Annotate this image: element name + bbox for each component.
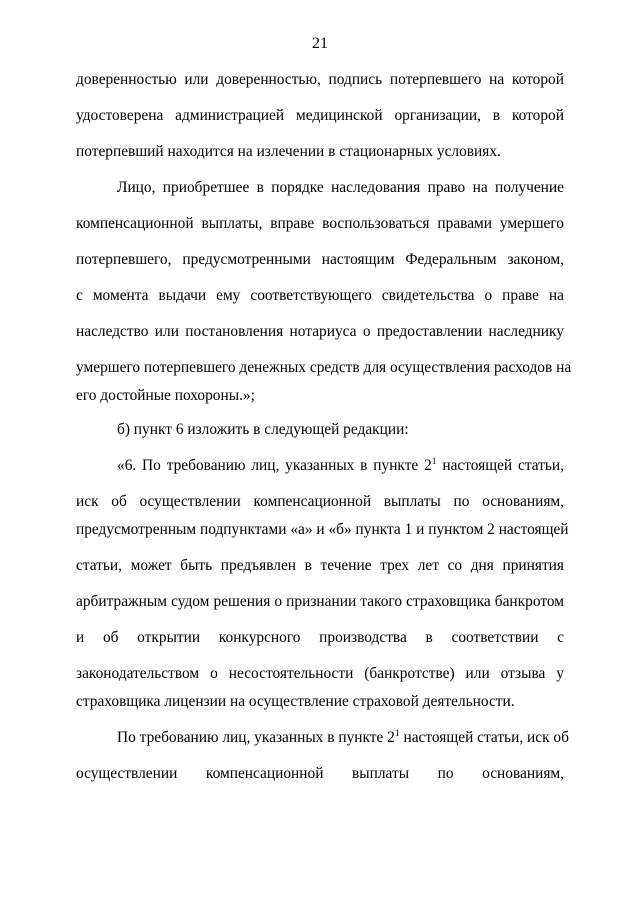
paragraph-first-line: б) пункт 6 изложить в следующей редакции: xyxy=(117,421,409,438)
paragraph-first-line xyxy=(117,456,564,476)
text-line: арбитражным судом решения о признании такого страховщика банкротом xyxy=(76,593,564,610)
superscript: 1 xyxy=(394,729,400,739)
text-line: потерпевшего, предусмотренными настоящим Федеральным законом, xyxy=(76,251,564,268)
text-segment: «6. По требованию лиц, указанных в пункте 2 xyxy=(117,457,432,474)
text-line: осуществлении компенсационной выплаты по основаниям, xyxy=(76,765,564,782)
text-line: доверенностью или доверенностью, подпись потерпевшего на которой xyxy=(76,71,564,88)
superscript: 1 xyxy=(431,457,437,467)
text-segment: По требованию лиц, указанных в пункте 2 xyxy=(117,729,395,746)
text-line: удостоверена администрацией медицинской организации, в которой xyxy=(76,107,564,124)
text-line: предусмотренным подпунктами «а» и «б» пункта 1 и пунктом 2 настоящей xyxy=(76,521,569,538)
paragraph-first-line: Лицо, приобретшее в порядке наследования право на получение xyxy=(117,179,564,196)
paragraph-first-line xyxy=(117,728,569,748)
text-line: с момента выдачи ему соответствующего свидетельства о праве на xyxy=(76,287,564,304)
text-line: потерпевший находится на излечении в стационарных условиях. xyxy=(76,143,501,160)
text-line: статьи, может быть предъявлен в течение трех лет со дня принятия xyxy=(76,557,564,574)
text-line: и об открытии конкурсного производства в соответствии с xyxy=(76,629,564,646)
text-line: компенсационной выплаты, вправе воспользоваться правами умершего xyxy=(76,215,564,232)
text-line: законодательством о несостоятельности (банкротстве) или отзыва у xyxy=(76,665,564,682)
text-line: иск об осуществлении компенсационной выплаты по основаниям, xyxy=(76,493,564,510)
text-line: страховщика лицензии на осуществление страховой деятельности. xyxy=(76,693,515,710)
text-line: наследство или постановления нотариуса о предоставлении наследнику xyxy=(76,323,564,340)
page-number: 21 xyxy=(312,35,328,52)
text-line: его достойные похороны.»; xyxy=(76,387,255,404)
text-segment: настоящей статьи, иск об xyxy=(399,729,569,746)
text-line: умершего потерпевшего денежных средств для осуществления расходов на xyxy=(76,359,572,376)
text-segment: настоящей статьи, xyxy=(436,457,564,474)
